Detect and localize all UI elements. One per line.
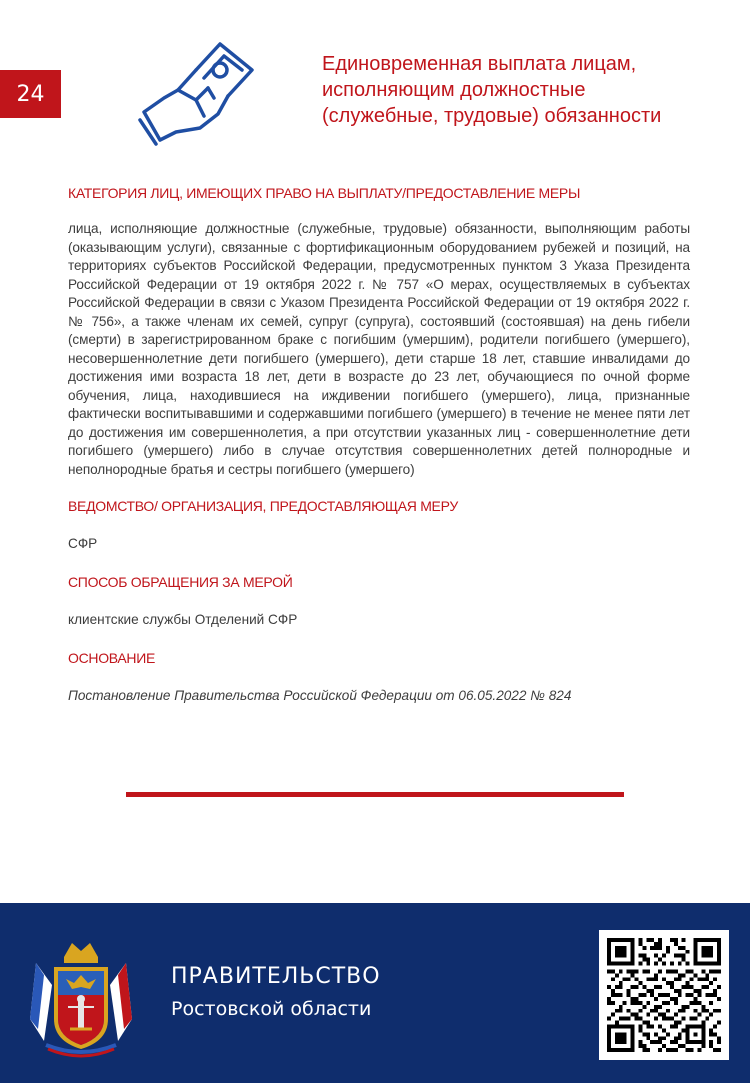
government-title: ПРАВИТЕЛЬСТВО bbox=[171, 964, 381, 989]
agency-text: СФР bbox=[68, 536, 98, 551]
method-text: клиентские службы Отделений СФР bbox=[68, 612, 298, 627]
hand-with-money-icon bbox=[138, 40, 256, 148]
page-number-badge bbox=[0, 70, 61, 118]
footer-band bbox=[0, 903, 750, 1083]
category-heading: КАТЕГОРИЯ ЛИЦ, ИМЕЮЩИХ ПРАВО НА ВЫПЛАТУ/ПРЕДОСТАВЛЕНИЕ МЕРЫ bbox=[68, 185, 581, 201]
basis-text: Постановление Правительства Российской Федерации от 06.05.2022 № 824 bbox=[68, 688, 572, 703]
government-subtitle: Ростовской области bbox=[171, 998, 372, 1020]
red-divider bbox=[126, 792, 624, 797]
qr-code-icon bbox=[607, 938, 721, 1052]
coat-of-arms-icon bbox=[22, 933, 140, 1061]
page-number: 24 bbox=[16, 81, 45, 107]
content-area bbox=[68, 184, 690, 705]
qr-code-frame bbox=[599, 930, 729, 1060]
page-title: Единовременная выплата лицам, исполняющим должностные (служебные, трудовые) обязанности bbox=[322, 53, 662, 127]
category-text: лица, исполняющие должностные (служебные, трудовые) обязанности, выполняющим работы (оказывающим услуги), связанные с фортификационным оборудованием рубежей и позиций, на территориях субъектов Российской Федерации, предусмотренных пунктом 3 Указа Президента Российской Федерации от 19 октября 2022 г. № 757 «О мерах, осуществляемых в субъектах Российской Федерации в связи с Указом Президента Российской Федерации от 19 октября 2022 г. № 756», а также членам их семей, супруг (супруга), состоявший (состоявшая) на день гибели (смерти) в зарегистрированном браке с погибшим (умершим), родители погибшего (умершего), несовершеннолетние дети погибшего (умершего), дети старше 18 лет, ставшие инвалидами до достижения ими возраста 18 лет, дети в возрасте до 23 лет, обучающиеся по очной форме обучения, лица, находившиеся на иждивении погибшего (умершего), лица, признанные фактически воспитывавшими и содержавшими погибшего (умершего) в течение не менее пяти лет до достижения им совершеннолетия, а при отсутствии указанных лиц - совершеннолетние дети погибшего (умершего) либо в случае отсутствия совершеннолетних детей полнородные и неполнородные братья и сестры погибшего (умершего) bbox=[68, 221, 690, 477]
basis-heading: ОСНОВАНИЕ bbox=[68, 650, 156, 666]
agency-heading: ВЕДОМСТВО/ ОРГАНИЗАЦИЯ, ПРЕДОСТАВЛЯЮЩАЯ МЕРУ bbox=[68, 498, 458, 514]
method-heading: СПОСОБ ОБРАЩЕНИЯ ЗА МЕРОЙ bbox=[68, 574, 293, 590]
